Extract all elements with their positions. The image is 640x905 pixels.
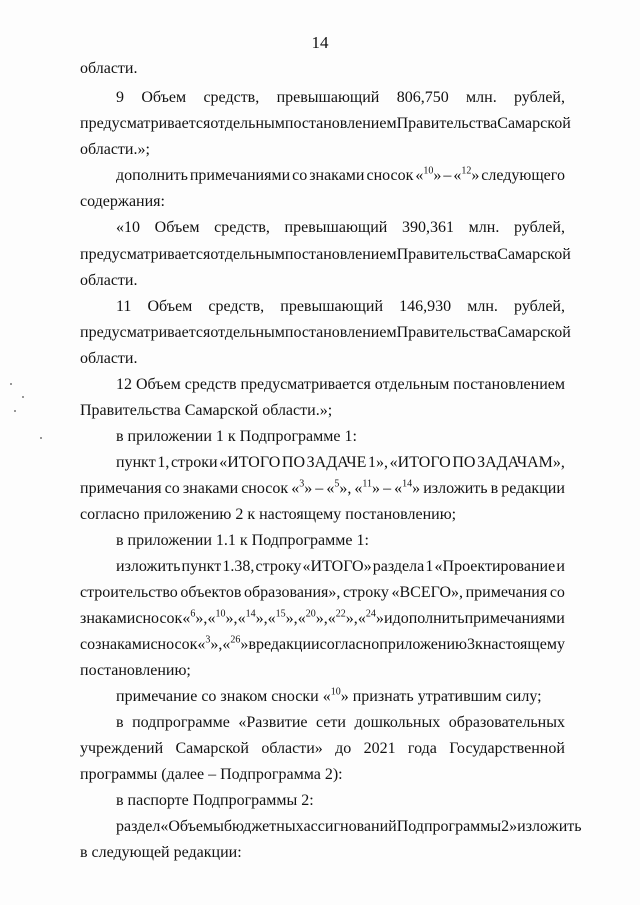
text-line: знаками сносок «$^6$», «$^{10}$», «$^{14}$», «$^{15}$», «$^{20}$», «$^{22}$», «$^{24}$» и дополнить примечаниями [80,608,565,627]
text-line: в приложении 1 к Подпрограмме 1: [116,428,357,445]
text-line: изложить пункт 1.38, строку «ИТОГО» раздела 1 «Проектирование и [116,558,565,575]
text-line: примечания со знаками сносок «$^3$» – «$^5$», «$^{11}$» – «$^{14}$» изложить в редакции [80,478,565,497]
text-line: области. [80,350,138,367]
text-line: согласно приложению 2 к настоящему постановлению; [80,506,457,523]
text-line: 11 Объем средств, превышающий 146,930 млн. рублей, [116,298,565,315]
text-line: в подпрограмме «Развитие сети дошкольных образовательных [116,714,565,731]
text-line: предусматривается отдельным постановлением Правительства Самарской [80,324,571,341]
text-line: предусматривается отдельным постановлением Правительства Самарской [80,115,571,132]
text-line: 12 Объем средств предусматривается отдельным постановлением [116,376,565,393]
text-line: Правительства Самарской области.»; [80,402,333,419]
text-line: пункт 1, строки «ИТОГО ПО ЗАДАЧЕ 1», «ИТОГО ПО ЗАДАЧАМ», [116,454,565,471]
text-line: дополнить примечаниями со знаками сносок «$^{10}$» – «$^{12}$» следующего [116,165,565,184]
text-line: «10 Объем средств, превышающий 390,361 млн. рублей, [116,219,565,236]
text-line: со знаками сносок «$^3$», «$^{26}$» в редакции согласно приложению 3 к настоящему [80,634,565,653]
scan-speck [14,410,16,412]
page-number: 14 [311,33,329,52]
text-line: области. [80,272,138,289]
text-line: строительство объектов образования», строку «ВСЕГО», примечания со [80,584,565,601]
scan-speck [10,383,12,385]
text-line: в паспорте Подпрограммы 2: [116,792,314,809]
text-line: содержания: [80,193,165,210]
text-line: учреждений Самарской области» до 2021 года Государственной [80,740,565,757]
text-line: области. [80,60,138,77]
text-line: области.»; [80,141,150,158]
text-line: 9 Объем средств, превышающий 806,750 млн. рублей, [116,89,565,106]
text-line: примечание со знаком сноски «$^{10}$» признать утратившим силу; [116,686,542,705]
text-line: в следующей редакции: [80,844,242,861]
scan-speck [40,437,42,439]
text-line: раздел «Объемы бюджетных ассигнований Подпрограммы 2» изложить [116,818,582,835]
text-line: постановлению; [80,662,191,679]
text-line: в приложении 1.1 к Подпрограмме 1: [116,532,369,549]
scan-speck [22,396,24,398]
text-line: программы (далее – Подпрограмма 2): [80,766,343,783]
text-line: предусматривается отдельным постановлением Правительства Самарской [80,246,571,263]
